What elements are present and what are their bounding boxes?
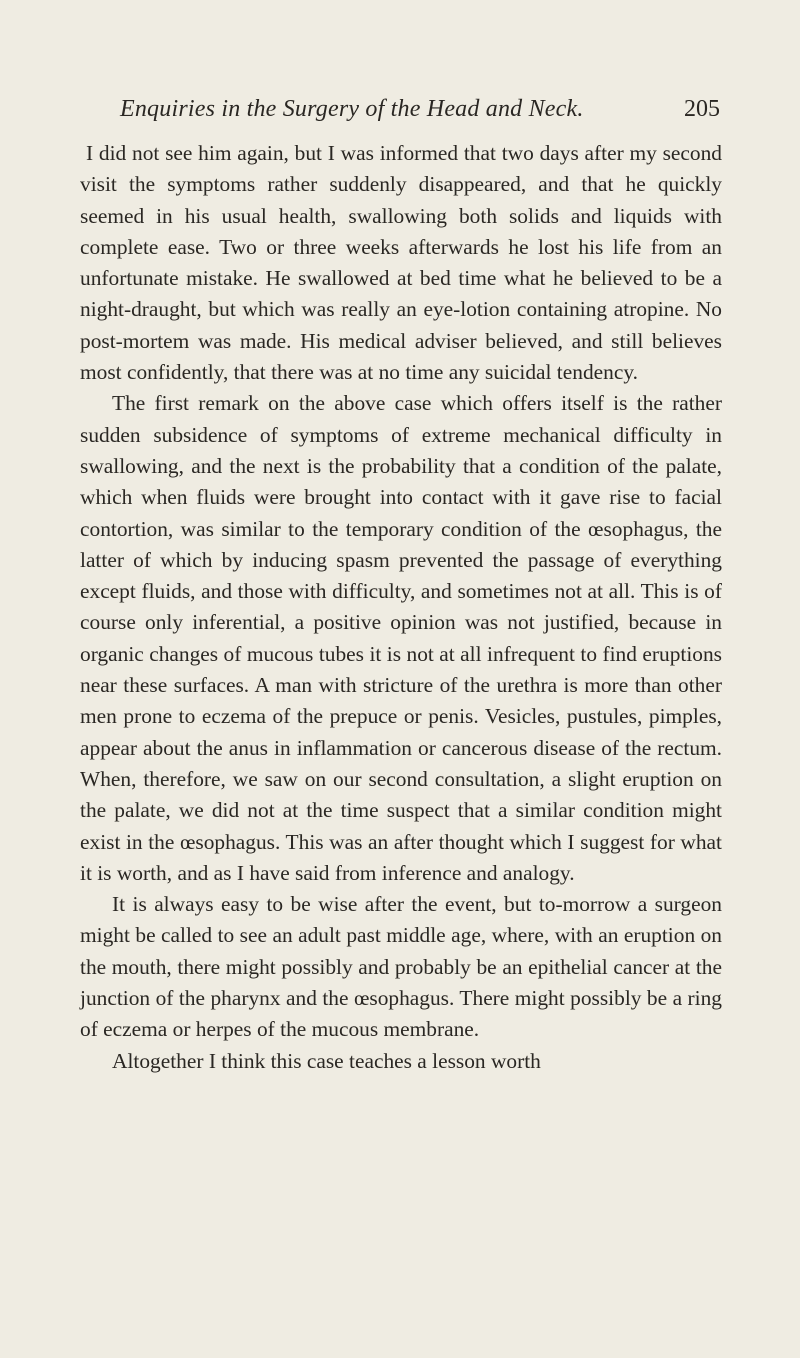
paragraph-1: I did not see him again, but I was informed that two days after my second visit the symptoms rather suddenly disappeared, and that he quickly seemed in his usual health, swallowing both solids and liquids with complete ease. Two or three weeks afterwards he lost his life from an unfortunate mistake. He swallowed at bed time what he believed to be a night-draught, but which was really an eye-lotion containing atropine. No post-mortem was made. His medical adviser believed, and still believes most confidently, that there was at no time any suicidal tendency.	[80, 141, 722, 385]
paragraph-4: Altogether I think this case teaches a lesson worth	[112, 1048, 541, 1073]
paragraph-2: The first remark on the above case which offers itself is the rather sudden subsidence of symptoms of extreme mechanical difficulty in swallowing, and the next is the probability that a condition of the palate, which when fluids were brought into contact with it gave rise to facial contortion, was similar to the temporary condition of the œsophagus, the latter of which by inducing spasm prevented the passage of everything except fluids, and those with difficulty, and sometimes not at all. This is of course only inferential, a positive opinion was not justified, because in organic changes of mucous tubes it is not at all infrequent to find eruptions near these surfaces. A man with stricture of the urethra is more than other men prone to eczema of the prepuce or penis. Vesicles, pustules, pimples, appear about the anus in inflammation or cancerous disease of the rectum. When, therefore, we saw on our second consultation, a slight eruption on the palate, we did not at the time suspect that a similar condition might exist in the œsophagus. This was an after thought which I suggest for what it is worth, and as I have said from inference and analogy.	[80, 391, 722, 885]
paragraph-3: It is always easy to be wise after the event, but to-morrow a surgeon might be called to see an adult past middle age, where, with an eruption on the mouth, there might possibly and probably be an epithelial cancer at the junction of the pharynx and the œsophagus. There might possibly be a ring of eczema or herpes of the mucous membrane.	[80, 892, 722, 1042]
running-head	[80, 96, 722, 136]
running-title: Enquiries in the Surgery of the Head and Neck.	[120, 96, 584, 122]
body-text	[80, 138, 722, 1077]
page-number: 205	[684, 96, 720, 122]
